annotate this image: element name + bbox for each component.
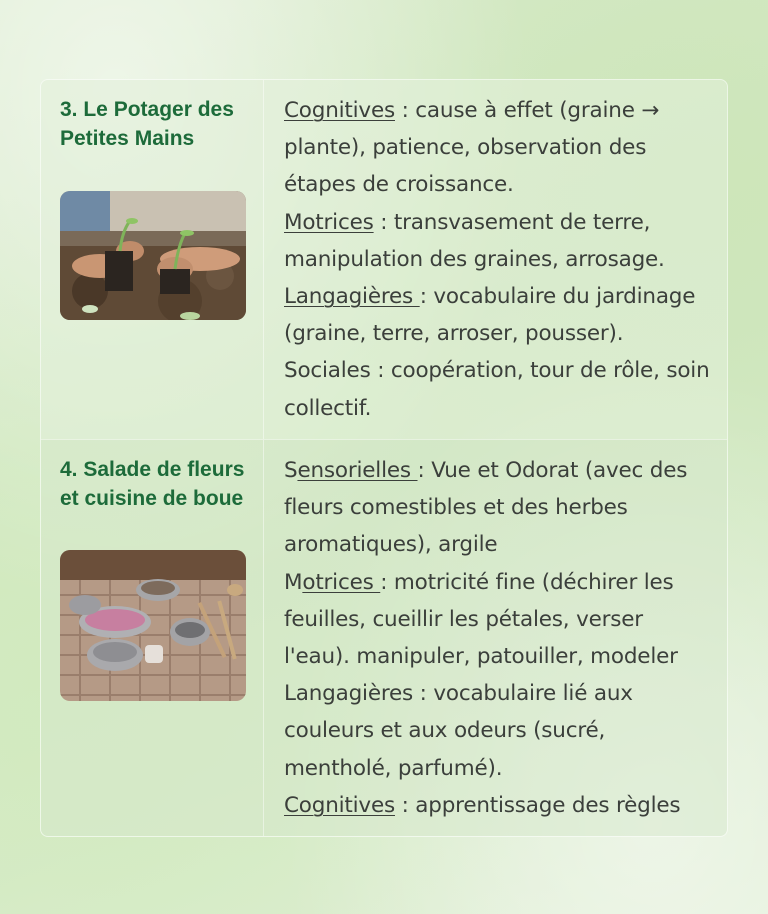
activity-title: 3. Le Potager des Petites Mains (60, 98, 234, 150)
skill-detail: : apprentissage des règles (394, 792, 681, 818)
skill-detail: : motricité fine (déchirer les feuilles, cueillir les pétales, verser l'eau). manipuler, patouiller, modeler (284, 569, 678, 670)
skill-category: Motrices (284, 209, 374, 235)
skill-category: Cognitives (284, 98, 395, 123)
skill-category: otrices (302, 569, 381, 595)
garden-photo (60, 191, 246, 320)
skill-category: Cognitives (284, 792, 395, 818)
skill-prefix: S (284, 458, 298, 483)
skill-line (284, 452, 711, 564)
skill-line (284, 278, 711, 352)
activity-cell (41, 80, 264, 439)
skill-detail: Langagières : vocabulaire lié aux couleurs et aux odeurs (sucré, mentholé, parfumé). (284, 681, 633, 781)
mud-kitchen-photo (60, 550, 246, 701)
skill-detail: : cause à effet (graine → plante), patience, observation des étapes de croissance. (284, 98, 660, 198)
skill-detail: : transvasement de terre, manipulation des graines, arrosage. (284, 209, 665, 272)
skill-line (284, 352, 711, 426)
skill-category: Langagières (284, 284, 420, 310)
skill-line (284, 787, 711, 824)
activity-table (40, 79, 728, 837)
skill-detail: Sociales : coopération, tour de rôle, soin collectif. (284, 358, 710, 421)
skills-description (284, 80, 711, 427)
skill-line (284, 204, 711, 278)
skill-line (284, 564, 711, 676)
activity-cell (41, 440, 264, 837)
skills-description (284, 440, 711, 824)
activity-title: 4. Salade de fleurs et cuisine de boue (60, 458, 245, 510)
skill-line (284, 675, 711, 787)
skill-prefix: M (284, 569, 303, 595)
skill-category: ensorielles (297, 458, 418, 483)
skill-detail: : Vue et Odorat (avec des fleurs comestibles et des herbes aromatiques), argile (284, 458, 688, 558)
table-row (41, 80, 727, 439)
skill-detail: : vocabulaire du jardinage (graine, terre, arroser, pousser). (284, 284, 696, 347)
table-row (41, 439, 727, 837)
skill-line (284, 92, 711, 204)
